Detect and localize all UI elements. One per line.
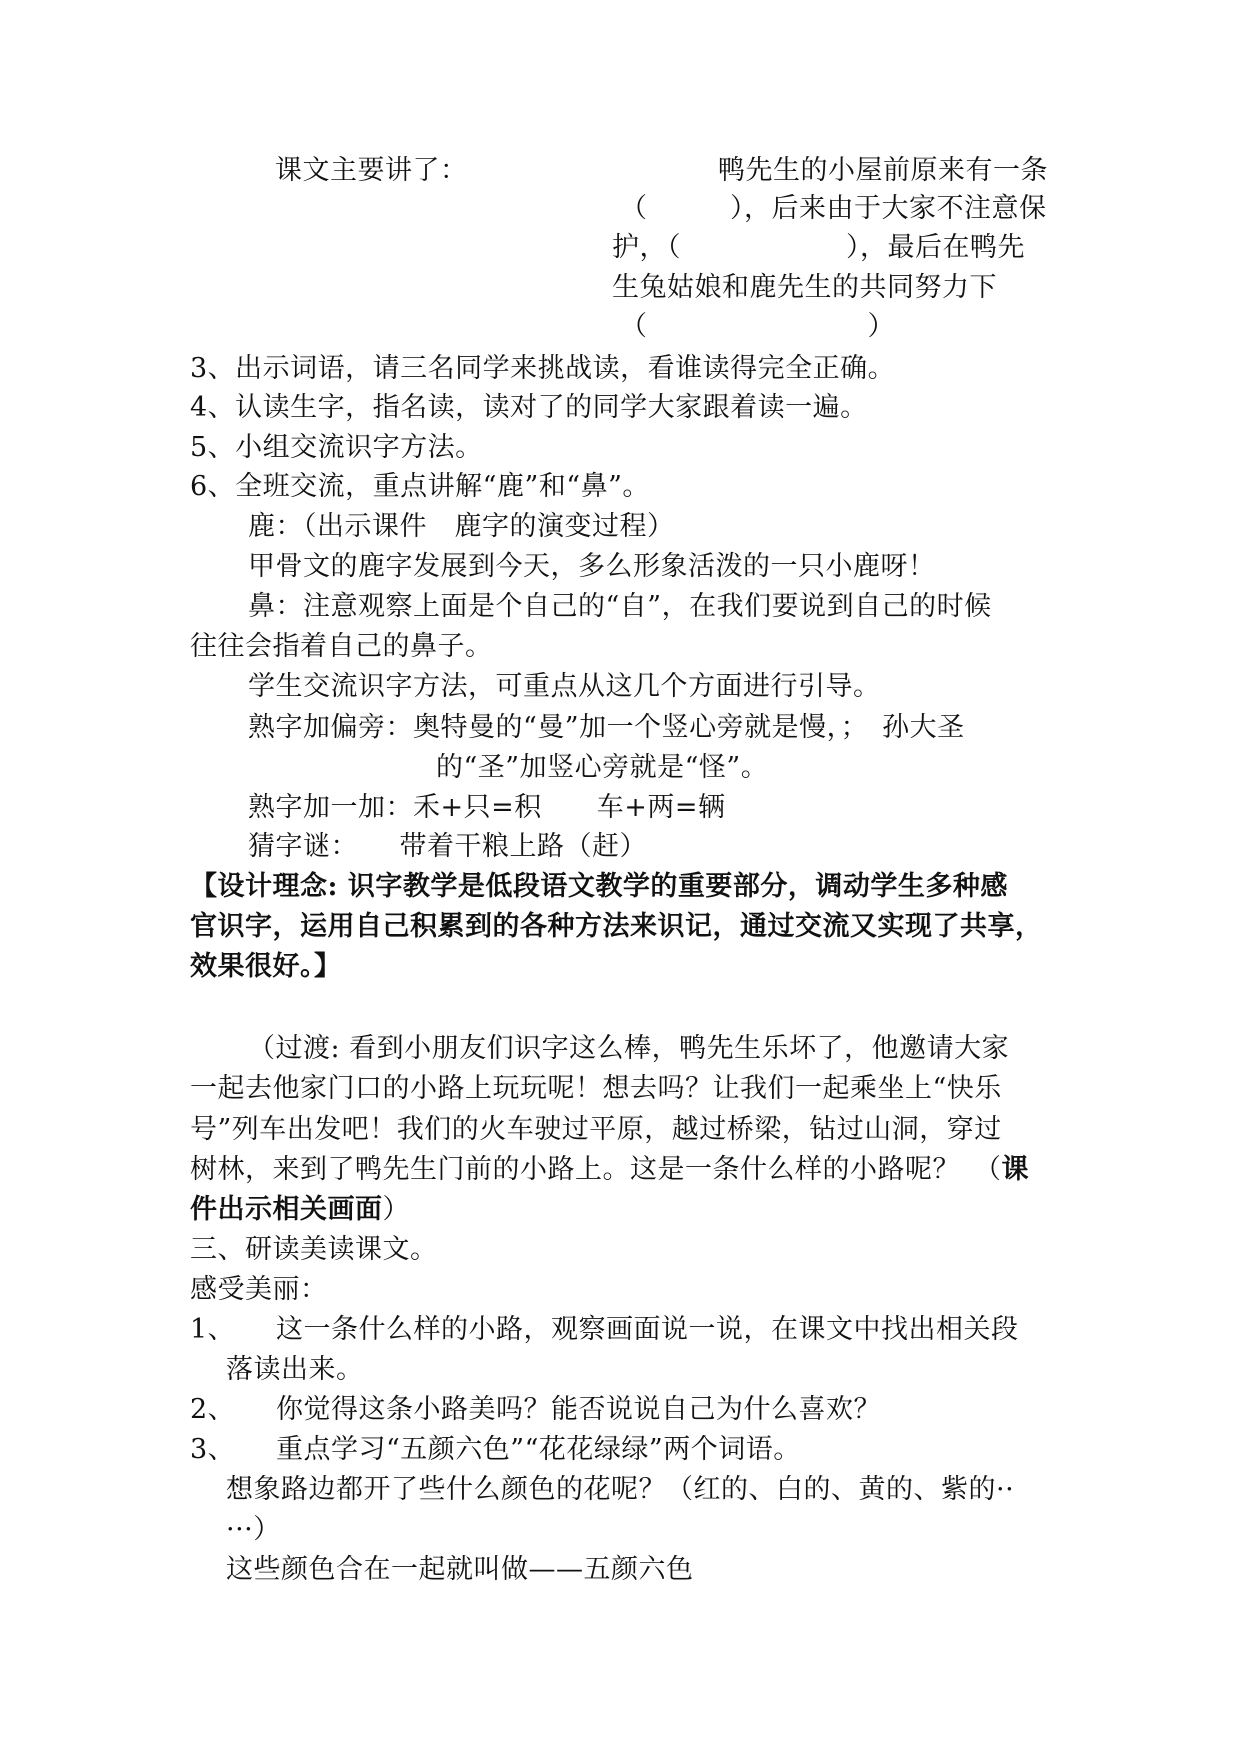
step-4: 4、认读生字，指名读，读对了的同学大家跟着读一遍。 — [190, 392, 868, 423]
summary-line-2: （ ），后来由于大家不注意保 — [620, 193, 1047, 224]
summary-line-4: 生兔姑娘和鹿先生的共同努力下 — [612, 272, 997, 303]
riddle-line: 猜字谜： 带着干粮上路（赶） — [248, 831, 647, 862]
design-line-3: 效果很好。】 — [190, 951, 342, 982]
transition-line-2: 一起去他家门口的小路上玩玩呢！想去吗？让我们一起乘坐上“快乐 — [190, 1073, 1002, 1104]
bi-line-2: 往往会指着自己的鼻子。 — [190, 631, 493, 662]
transition-line-5 — [190, 1191, 410, 1229]
design-line-2: 官识字，运用自己积累到的各种方法来识记，通过交流又实现了共享， — [190, 911, 1043, 942]
transition-line-3: 号”列车出发吧！我们的火车驶过平原，越过桥梁，钻过山洞，穿过 — [190, 1114, 1002, 1145]
list-item-3-text: 重点学习“五颜六色”“花花绿绿”两个词语。 — [276, 1434, 801, 1465]
transition-line-1: （过渡: 看到小朋友们识字这么棒，鸭先生乐坏了，他邀请大家 — [248, 1033, 1010, 1064]
list-item-2-text: 你觉得这条小路美吗？能否说说自己为什么喜欢？ — [276, 1394, 881, 1425]
summary-label: 课文主要讲了： — [275, 155, 468, 186]
list-item-3-num: 3、 — [190, 1434, 236, 1465]
colors-summary: 这些颜色合在一起就叫做——五颜六色 — [226, 1554, 694, 1585]
summary-line-5: （ ） — [620, 311, 895, 342]
transition-line-4-text: 树林，来到了鸭先生门前的小路上。这是一条什么样的小路呢？ （ — [190, 1154, 1002, 1185]
jiagu-line: 甲骨文的鹿字发展到今天，多么形象活泼的一只小鹿呀！ — [248, 551, 936, 582]
step-6: 6、全班交流，重点讲解“鹿”和“鼻”。 — [190, 471, 650, 502]
pianpang-line-2: 的“圣”加竖心旁就是“怪”。 — [436, 752, 769, 783]
list-item-1-num: 1、 — [190, 1314, 236, 1345]
transition-line-4 — [190, 1151, 1029, 1189]
list-item-1 — [190, 1311, 1019, 1349]
section-3-heading: 三、研读美读课文。 — [190, 1234, 438, 1265]
jiayijia-line: 熟字加一加：禾+只=积 车+两=辆 — [248, 792, 726, 823]
pianpang-line-1: 熟字加偏旁：奥特曼的“曼”加一个竖心旁就是慢，； 孙大圣 — [248, 712, 965, 743]
method-intro: 学生交流识字方法，可重点从这几个方面进行引导。 — [248, 671, 881, 702]
list-item-2-num: 2、 — [190, 1394, 236, 1425]
feel-beauty: 感受美丽： — [190, 1274, 328, 1305]
transition-last-bold: 件出示相关画面 — [190, 1194, 383, 1225]
imagine-line-1: 想象路边都开了些什么颜色的花呢？（红的、白的、黄的、紫的·· — [226, 1474, 1015, 1505]
transition-bold-tail: 课 — [1001, 1154, 1029, 1185]
list-item-1-text: 这一条什么样的小路，观察画面说一说，在课文中找出相关段 — [276, 1314, 1019, 1345]
list-item-1-cont: 落读出来。 — [226, 1354, 364, 1385]
list-item-3 — [190, 1431, 801, 1469]
bi-line-1: 鼻：注意观察上面是个自己的“自”，在我们要说到自己的时候 — [248, 591, 992, 622]
list-item-2 — [190, 1391, 881, 1429]
lu-line: 鹿：（出示课件 鹿字的演变过程） — [248, 511, 675, 542]
design-line-1: 【设计理念: 识字教学是低段语文教学的重要部分，调动学生多种感 — [190, 871, 1008, 902]
summary-line-3: 护，（ ），最后在鸭先 — [612, 232, 1025, 263]
transition-last-end: ） — [382, 1194, 410, 1225]
summary-line-1: 鸭先生的小屋前原来有一条 — [718, 155, 1048, 186]
step-3: 3、出示词语，请三名同学来挑战读，看谁读得完全正确。 — [190, 353, 896, 384]
step-5: 5、小组交流识字方法。 — [190, 432, 483, 463]
imagine-line-2: ···） — [226, 1514, 281, 1545]
